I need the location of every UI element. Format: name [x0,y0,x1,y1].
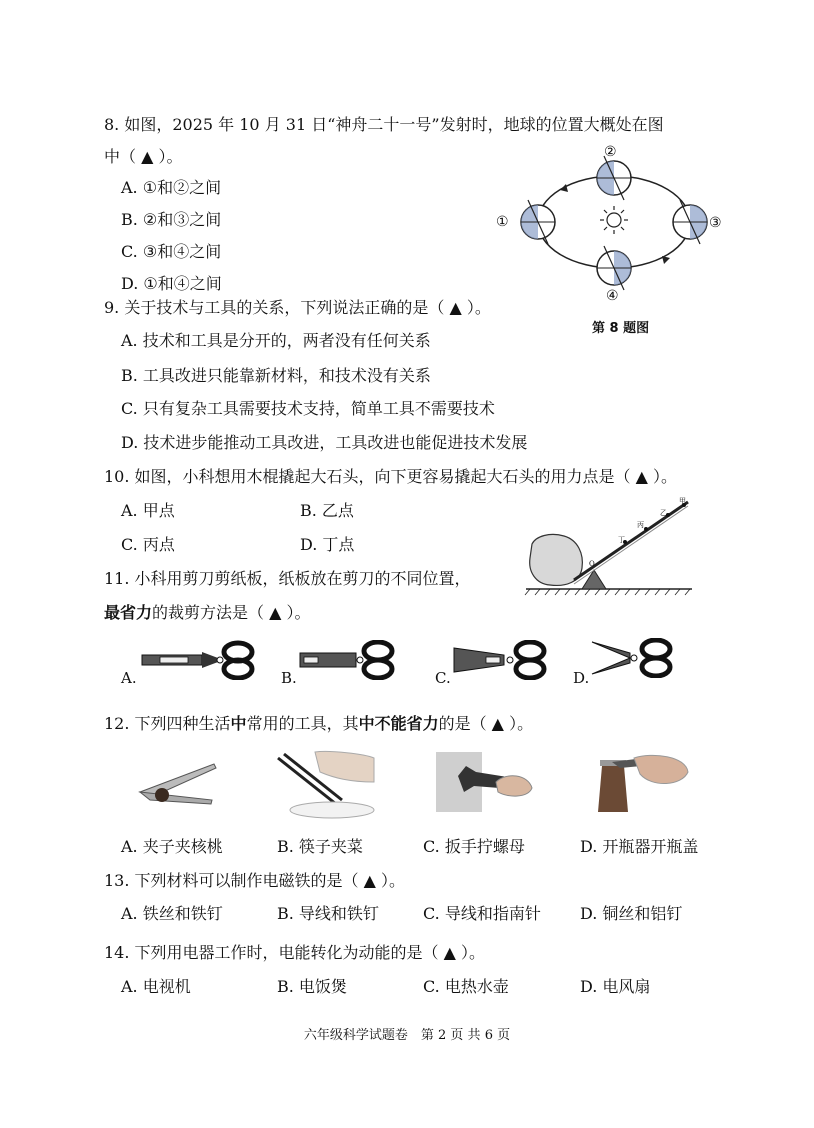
q8-label-4: ④ [606,288,619,304]
q8-stem-line2: 中（ ▲ ）。 [104,147,183,166]
q11-option-c: C. [435,669,451,687]
q10-label-o: O [589,560,595,568]
q8-label-2: ② [604,144,617,160]
q12-option-a: A. 夹子夹核桃 [121,837,223,856]
q11-option-b: B. [281,669,297,687]
q12-stem-post: 的是（ ▲ ）。 [438,714,534,733]
q8-figure-caption: 第 8 题图 [592,321,650,336]
q12-stem-pre: 12. 下列四种生活 [104,714,231,733]
q8-stem-line1: 8. 如图，2025 年 10 月 31 日“神舟二十一号”发射时，地球的位置大概处在图 [104,115,664,134]
q10-stem: 10. 如图，小科想用木棍撬起大石头，向下更容易撬起大石头的用力点是（ ▲ ）。 [104,467,678,486]
q10-option-a: A. 甲点 [121,501,175,520]
q11-option-a: A. [121,669,137,687]
q14-stem: 14. 下列用电器工作时，电能转化为动能的是（ ▲ ）。 [104,943,486,962]
q10-option-c: C. 丙点 [121,535,175,554]
q13-option-d: D. 铜丝和铝钉 [580,904,683,923]
q12-bold-2: 中不能省力 [358,714,439,733]
q13-option-c: C. 导线和指南针 [423,904,541,923]
q10-label-bing: 丙 [637,521,644,529]
earth-1 [521,200,555,244]
q13-stem: 13. 下列材料可以制作电磁铁的是（ ▲ ）。 [104,871,406,890]
q12-option-d: D. 开瓶器开瓶盖 [580,837,699,856]
q8-label-3: ③ [709,215,722,231]
chopsticks-image [270,748,375,820]
wrench-image [436,752,534,812]
q10-option-b: B. 乙点 [300,501,354,520]
q11-option-d: D. [573,669,590,687]
q9-option-a: A. 技术和工具是分开的，两者没有任何关系 [121,331,431,350]
q12-option-b: B. 筷子夹菜 [277,837,363,856]
q11-scissors-b [298,640,398,680]
q13-option-a: A. 铁丝和铁钉 [121,904,223,923]
q11-stem-line1: 11. 小科用剪刀剪纸板，纸板放在剪刀的不同位置， [104,569,471,588]
q9-option-b: B. 工具改进只能靠新材料，和技术没有关系 [121,366,431,385]
q13-option-b: B. 导线和铁钉 [277,904,379,923]
q12-bold-1: 中 [230,714,247,733]
q14-option-b: B. 电饭煲 [277,977,347,996]
q8-option-b: B. ②和③之间 [121,210,222,229]
q10-lever-figure [522,492,697,602]
q8-option-c: C. ③和④之间 [121,242,222,261]
earth-4 [597,246,631,290]
q11-stem-line2 [104,602,311,624]
earth-2 [597,156,631,200]
q8-option-d: D. ①和④之间 [121,274,222,293]
q10-label-ding: 丁 [618,536,625,544]
q9-stem: 9. 关于技术与工具的关系，下列说法正确的是（ ▲ ）。 [104,298,491,317]
q8-option-a: A. ①和②之间 [121,178,222,197]
q11-scissors-a [140,640,260,680]
q11-scissors-c [452,640,552,680]
q11-scissors-d [590,638,680,678]
earth-3 [673,200,707,244]
q11-stem-rest: 的裁剪方法是（ ▲ ）。 [152,603,311,622]
q10-label-yi: 乙 [660,509,667,517]
sun-icon [600,206,628,234]
bottle-opener-image [590,752,690,812]
q9-option-c: C. 只有复杂工具需要技术支持，简单工具不需要技术 [121,399,495,418]
q14-option-c: C. 电热水壶 [423,977,509,996]
q10-option-d: D. 丁点 [300,535,355,554]
page-footer: 六年级科学试题卷 第 2 页 共 6 页 [303,1028,511,1043]
q14-option-d: D. 电风扇 [580,977,651,996]
nutcracker-image [132,752,222,812]
q8-label-1: ① [496,214,509,230]
q12-stem [104,713,533,735]
q10-label-jia: 甲 [679,497,686,505]
q12-option-c: C. 扳手拧螺母 [423,837,525,856]
q11-bold-text: 最省力 [104,603,153,622]
q14-option-a: A. 电视机 [121,977,191,996]
q12-stem-mid: 常用的工具，其 [246,714,359,733]
q9-option-d: D. 技术进步能推动工具改进，工具改进也能促进技术发展 [121,433,528,452]
